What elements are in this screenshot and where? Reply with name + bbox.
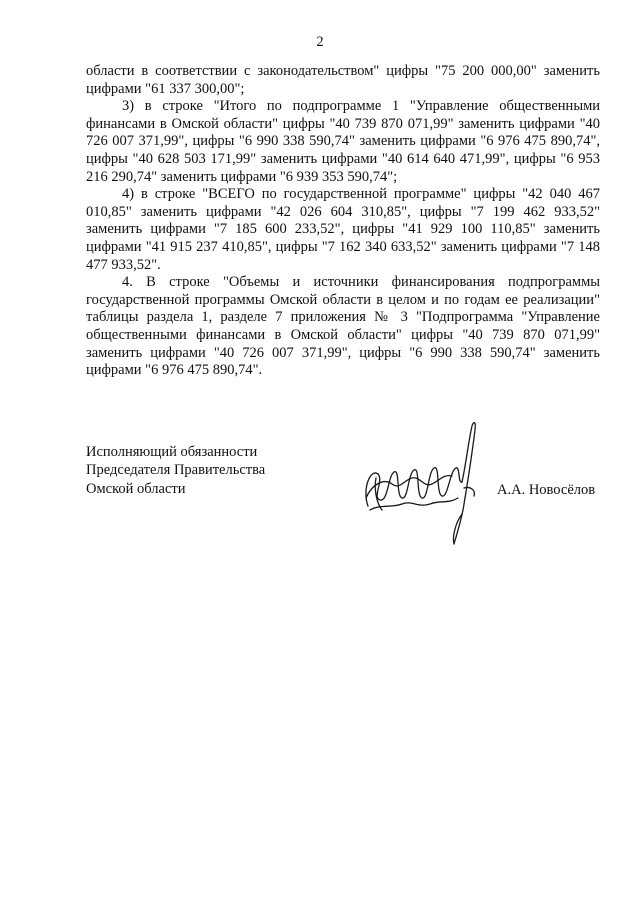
- document-body: [86, 63, 600, 380]
- signatory-title-line: Председателя Правительства: [86, 462, 266, 479]
- paragraph-item-4: 4) в строке "ВСЕГО по государственной программе" цифры "42 040 467 010,85" заменить цифрами "42 026 604 310,85", цифры "7 199 462 933,52" заменить цифрами "7 185 600 233,52", цифры "41 929 100 110,85" заменить цифрами "41 915 237 410,85", цифры "7 162 340 633,52" заменить цифрами "7 148 477 933,52".: [86, 186, 600, 273]
- paragraph-point-4: 4. В строке "Объемы и источники финансирования подпрограммы государственной программы Омской области в целом и по годам ее реализации" таблицы раздела 1, разделе 7 приложения № 3 "Подпрограмма "Управление общественными финансами в Омской области" цифры "40 739 870 071,99" заменить цифрами "40 726 007 371,99", цифры "6 990 338 590,74" заменить цифрами "6 976 475 890,74".: [86, 274, 600, 379]
- paragraph-continuation: области в соответствии с законодательством" цифры "75 200 000,00" заменить цифрами "61 337 300,00";: [86, 63, 600, 97]
- page-number: 2: [316, 34, 324, 50]
- paragraph-item-3: 3) в строке "Итого по подпрограмме 1 "Управление общественными финансами в Омской области" цифры "40 739 870 071,99" заменить цифрами "40 726 007 371,99", цифры "6 990 338 590,74" заменить цифрами "6 976 475 890,74", цифры "40 628 503 171,99" заменить цифрами "40 614 640 471,99", цифры "6 953 216 290,74" заменить цифрами "6 939 353 590,74";: [86, 98, 600, 185]
- signatory-title-line: Исполняющий обязанности: [86, 444, 258, 460]
- handwritten-signature: [358, 418, 490, 550]
- signatory-title-line: Омской области: [86, 480, 186, 497]
- signatory-title: [86, 443, 265, 498]
- signer-name: А.А. Новосёлов: [497, 482, 596, 498]
